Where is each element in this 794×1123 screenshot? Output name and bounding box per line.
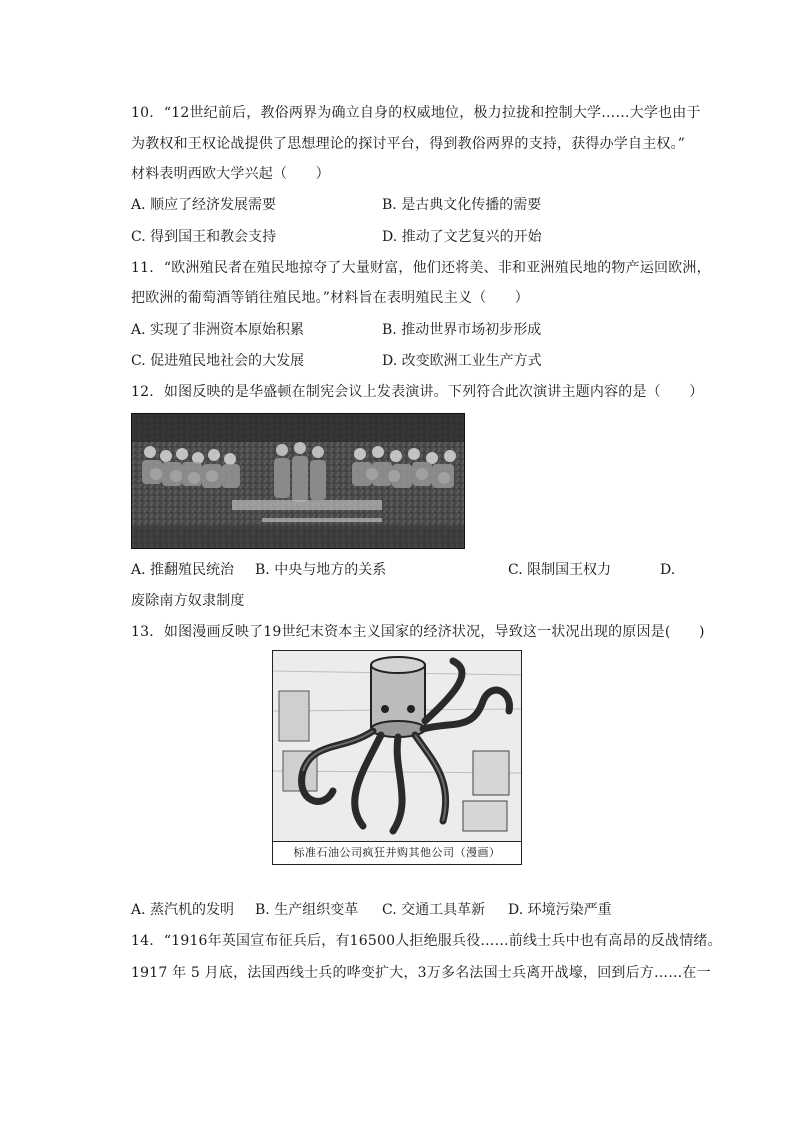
convention-engraving-image [132, 414, 464, 548]
q11-number: 11. [131, 260, 154, 276]
q11-option-d[interactable]: D. 改变欧洲工业生产方式 [382, 353, 542, 369]
q13-option-c[interactable]: C. 交通工具革新 [382, 902, 486, 918]
cartoon-caption: 标准石油公司疯狂并购其他公司（漫画） [273, 841, 521, 864]
q13-option-d[interactable]: D. 环境污染严重 [508, 902, 612, 918]
q11-line1 [131, 258, 711, 278]
q11-stem-part1: “欧洲殖民者在殖民地掠夺了大量财富，他们还将美、非和亚洲殖民地的物产运回欧洲， [163, 260, 711, 276]
q12-option-a[interactable]: A. 推翻殖民统治 [131, 562, 235, 578]
q11-option-a[interactable]: A. 实现了非洲资本原始积累 [131, 322, 305, 338]
q10-option-d[interactable]: D. 推动了文艺复兴的开始 [382, 229, 542, 245]
constitutional-convention-photo [131, 413, 465, 549]
q14-stem-part1: “1916年英国宣布征兵后，有16500人拒绝服兵役……前线士兵中也有高昂的反战情绪。 [163, 933, 722, 949]
q13-stem: 如图漫画反映了19世纪末资本主义国家的经济状况，导致这一状况出现的原因是( ) [163, 624, 705, 640]
q14-line1 [131, 931, 722, 951]
q10-option-a[interactable]: A. 顺应了经济发展需要 [131, 197, 277, 213]
standard-oil-cartoon [272, 650, 522, 865]
q11-option-b[interactable]: B. 推动世界市场初步形成 [382, 322, 542, 338]
octopus-cartoon-image [273, 651, 521, 841]
q12-option-d-label[interactable]: D. [660, 562, 676, 578]
q10-line3: 材料表明西欧大学兴起（ ） [131, 166, 330, 182]
q14-line2: 1917 年 5 月底，法国西线士兵的哗变扩大，3万多名法国士兵离开战壕，回到后方……在一 [131, 965, 711, 981]
q10-option-b[interactable]: B. 是古典文化传播的需要 [382, 197, 542, 213]
q12-option-d-text[interactable]: 废除南方奴隶制度 [131, 593, 245, 609]
q12-stem: 如图反映的是华盛顿在制宪会议上发表演讲。下列符合此次演讲主题内容的是（ ） [163, 384, 704, 400]
q13-number: 13. [131, 624, 154, 640]
q13-option-b[interactable]: B. 生产组织变革 [255, 902, 359, 918]
q12-option-b[interactable]: B. 中央与地方的关系 [255, 562, 387, 578]
q13-option-a[interactable]: A. 蒸汽机的发明 [131, 902, 235, 918]
q12-number: 12. [131, 384, 154, 400]
q10-option-c[interactable]: C. 得到国王和教会支持 [131, 229, 277, 245]
q13-line1 [131, 622, 705, 642]
q10-line2: 为教权和王权论战提供了思想理论的探讨平台，得到教俗两界的支持，获得办学自主权。” [131, 136, 686, 152]
q10-stem-part1: “12世纪前后，教俗两界为确立自身的权威地位，极力拉拢和控制大学……大学也由于 [163, 105, 701, 121]
q11-line2: 把欧洲的葡萄酒等销往殖民地。”材料旨在表明殖民主义（ ） [131, 290, 529, 306]
q10-number: 10. [131, 105, 154, 121]
q11-option-c[interactable]: C. 促进殖民地社会的大发展 [131, 353, 305, 369]
q12-line1 [131, 382, 703, 402]
q12-option-c[interactable]: C. 限制国王权力 [508, 562, 612, 578]
q14-number: 14. [131, 933, 154, 949]
q10-line1 [131, 103, 701, 123]
